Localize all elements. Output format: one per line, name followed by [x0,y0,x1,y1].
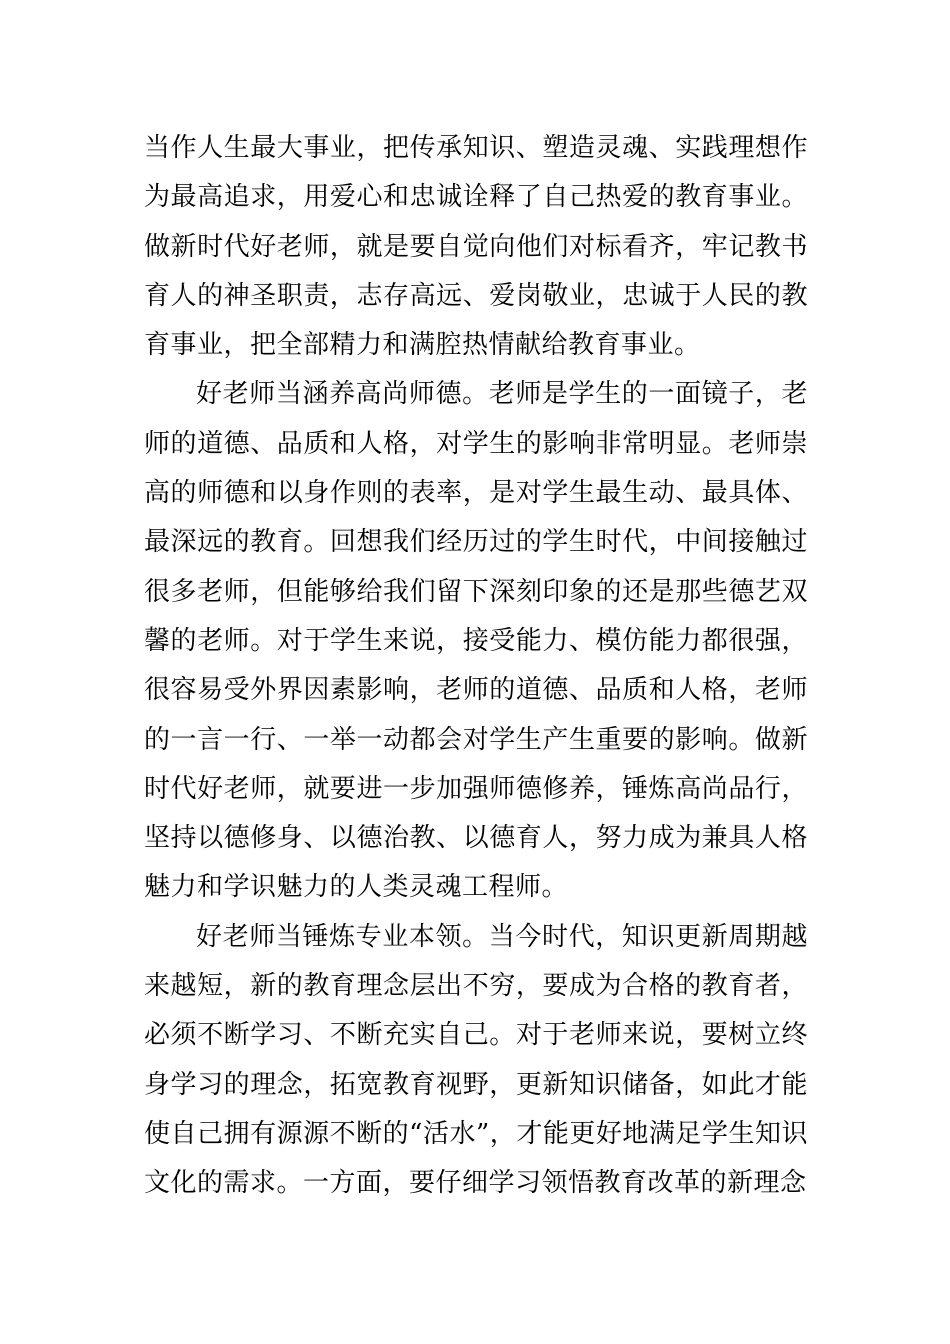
paragraph-continued: 当作人生最大事业，把传承知识、塑造灵魂、实践理想作为最高追求，用爱心和忠诚诠释了自己热爱的教育事业。做新时代好老师，就是要自觉向他们对标看齐，牢记教书育人的神圣职责，志存高远、爱岗敬业，忠诚于人民的教育事业，把全部精力和满腔热情献给教育事业。 [144,133,808,361]
paragraph-teacher-ethics: 好老师当涵养高尚师德。老师是学生的一面镜子，老师的道德、品质和人格，对学生的影响非常明显。老师崇高的师德和以身作则的表率，是对学生最生动、最具体、最深远的教育。回想我们经历过的学生时代，中间接触过很多老师，但能够给我们留下深刻印象的还是那些德艺双馨的老师。对于学生来说，接受能力、模仿能力都很强，很容易受外界因素影响，老师的道德、品质和人格，老师的一言一行、一举一动都会对学生产生重要的影响。做新时代好老师，就要进一步加强师德修养，锤炼高尚品行，坚持以德修身、以德治教、以德育人，努力成为兼具人格魅力和学识魅力的人类灵魂工程师。 [144,379,808,903]
document-body [144,124,808,1209]
paragraph-professional-skills: 好老师当锤炼专业本领。当今时代，知识更新周期越来越短，新的教育理念层出不穷，要成为合格的教育者，必须不断学习、不断充实自己。对于老师来说，要树立终身学习的理念，拓宽教育视野，更新知识储备，如此才能使自己拥有源源不断的“活水”，才能更好地满足学生知识文化的需求。一方面，要仔细学习领悟教育改革的新理念 [144,921,808,1199]
